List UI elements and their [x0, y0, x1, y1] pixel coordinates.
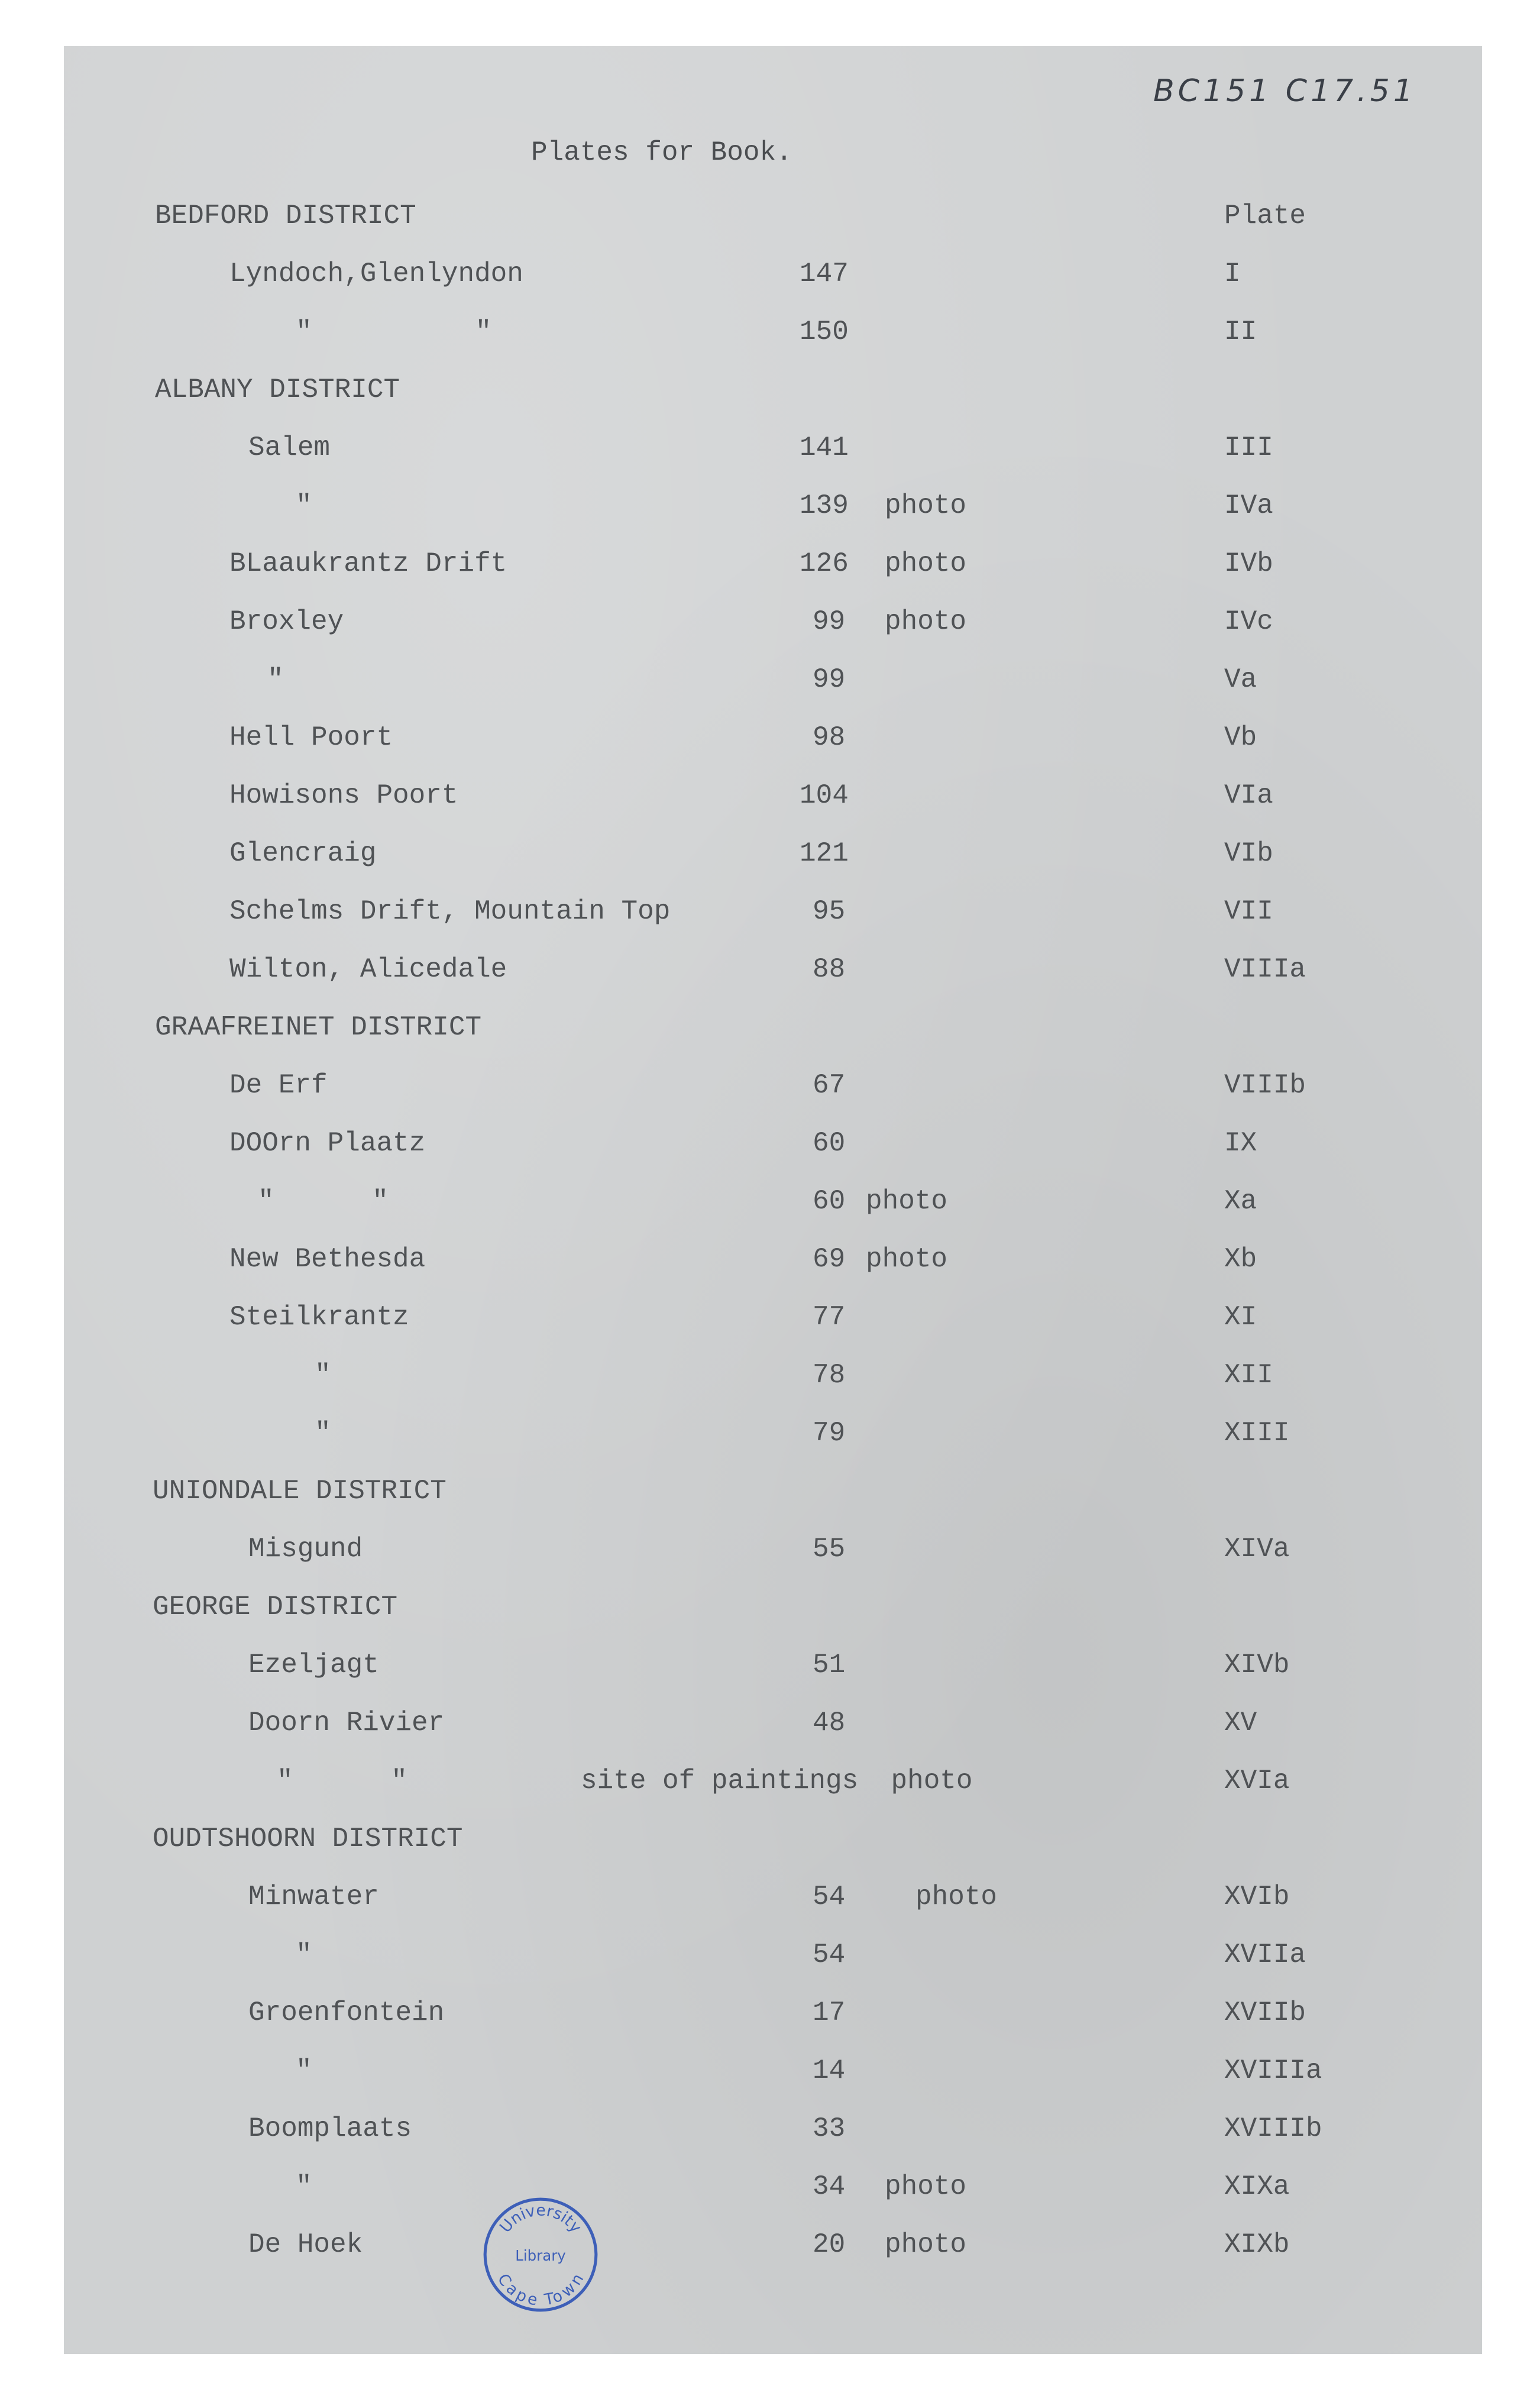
district-heading-row [0, 1580, 1540, 1634]
table-row [0, 1638, 1540, 1692]
photo-note: photo [866, 1244, 948, 1275]
plate-column-header: Plate [1224, 201, 1306, 231]
district-heading: OUDTSHOORN DISTRICT [153, 1824, 463, 1854]
site-number: 77 [813, 1302, 846, 1333]
plate-number: IX [1224, 1128, 1257, 1159]
site-name: Groenfontein [248, 1997, 445, 2028]
site-name: De Erf [229, 1070, 328, 1101]
table-row [0, 595, 1540, 648]
table-row [0, 2160, 1540, 2213]
district-heading-row [0, 1812, 1540, 1865]
plate-number: VIIIa [1224, 954, 1306, 985]
photo-note: photo [885, 2171, 967, 2202]
site-name: Howisons Poort [229, 780, 458, 811]
site-name: Doorn Rivier [248, 1708, 445, 1738]
district-heading: GEORGE DISTRICT [153, 1592, 398, 1622]
district-heading: ALBANY DISTRICT [155, 374, 400, 405]
site-number: 55 [813, 1534, 846, 1564]
table-row [0, 943, 1540, 996]
plate-number: XIVa [1224, 1534, 1290, 1564]
site-number: 17 [813, 1997, 846, 2028]
table-row [0, 247, 1540, 300]
plate-number: IVb [1224, 548, 1273, 579]
table-row [0, 1696, 1540, 1750]
table-row [0, 1986, 1540, 2039]
plate-number: VIIIb [1224, 1070, 1306, 1101]
table-row [0, 537, 1540, 590]
site-name: De Hoek [248, 2229, 363, 2260]
plate-number: XVIIIa [1224, 2055, 1322, 2086]
site-name: Misgund [248, 1534, 363, 1564]
photo-note: photo [885, 548, 967, 579]
table-row [0, 479, 1540, 532]
photo-note: photo [885, 2229, 967, 2260]
site-number: 54 [813, 1881, 846, 1912]
table-row [0, 769, 1540, 822]
site-name: Ezeljagt [248, 1650, 379, 1680]
stamp-text-bottom: Cape Town [493, 2270, 588, 2310]
site-number: 150 [800, 316, 849, 347]
table-row [0, 305, 1540, 358]
district-heading-row [0, 363, 1540, 416]
site-name: " " [277, 1766, 407, 1796]
plate-number: VIa [1224, 780, 1273, 811]
plate-number: XVIIb [1224, 1997, 1306, 2028]
site-number: 88 [813, 954, 846, 985]
table-row [0, 1928, 1540, 1981]
district-heading-row [0, 1001, 1540, 1054]
plate-number: XI [1224, 1302, 1257, 1333]
site-number: 34 [813, 2171, 846, 2202]
district-heading: UNIONDALE DISTRICT [153, 1476, 447, 1506]
photo-note: photo [885, 490, 967, 521]
site-name: Minwater [248, 1881, 379, 1912]
site-name: New Bethesda [229, 1244, 426, 1275]
table-row [0, 1870, 1540, 1923]
table-row [0, 1233, 1540, 1286]
site-number: 121 [800, 838, 849, 869]
table-row [0, 711, 1540, 764]
site-name: " " [258, 1186, 389, 1217]
site-name: Schelms Drift, Mountain Top [229, 896, 671, 927]
plate-number: XVIa [1224, 1766, 1290, 1796]
site-name: Wilton, Alicedale [229, 954, 507, 985]
table-row [0, 1291, 1540, 1344]
site-name: " [296, 490, 312, 521]
site-name: Lyndoch,Glenlyndon [229, 258, 523, 289]
plate-number: XVIIa [1224, 1939, 1306, 1970]
site-name: Boomplaats [248, 2113, 412, 2144]
site-number: 54 [813, 1939, 846, 1970]
plate-number: Va [1224, 664, 1257, 695]
plate-number: III [1224, 432, 1273, 463]
site-number: 20 [813, 2229, 846, 2260]
site-number: 51 [813, 1650, 846, 1680]
site-number: 99 [813, 606, 846, 637]
site-name: Broxley [229, 606, 344, 637]
district-heading-row [0, 189, 1540, 243]
plate-number: Vb [1224, 722, 1257, 753]
table-row [0, 1407, 1540, 1460]
site-number: 48 [813, 1708, 846, 1738]
table-row [0, 1349, 1540, 1402]
plate-number: VIb [1224, 838, 1273, 869]
plate-number: IVa [1224, 490, 1273, 521]
site-number: 69 [813, 1244, 846, 1275]
site-number: 141 [800, 432, 849, 463]
site-name: Salem [248, 432, 331, 463]
site-number: 78 [813, 1360, 846, 1391]
site-number: 99 [813, 664, 846, 695]
library-stamp [480, 2194, 601, 2315]
plate-number: XIII [1224, 1418, 1290, 1449]
stamp-text-middle: Library [515, 2247, 566, 2265]
plate-number: II [1224, 316, 1257, 347]
table-row [0, 1059, 1540, 1112]
site-name: " " [296, 316, 492, 347]
plate-number: XVIb [1224, 1881, 1290, 1912]
site-number: 95 [813, 896, 846, 927]
plate-number: Xa [1224, 1186, 1257, 1217]
site-name: Hell Poort [229, 722, 393, 753]
plate-number: XVIIIb [1224, 2113, 1322, 2144]
table-row [0, 827, 1540, 880]
site-name: " [315, 1360, 331, 1391]
photo-note: photo [885, 606, 967, 637]
site-name: BLaaukrantz Drift [229, 548, 507, 579]
district-heading: GRAAFREINET DISTRICT [155, 1012, 482, 1043]
site-name: " [296, 2171, 312, 2202]
table-row [0, 885, 1540, 938]
plate-number: IVc [1224, 606, 1273, 637]
photo-note: photo [915, 1881, 998, 1912]
table-row [0, 2218, 1540, 2271]
site-number: 139 [800, 490, 849, 521]
site-number: 98 [813, 722, 846, 753]
site-name: Glencraig [229, 838, 377, 869]
plate-number: I [1224, 258, 1241, 289]
table-row [0, 1754, 1540, 1808]
table-row [0, 653, 1540, 706]
table-row [0, 1117, 1540, 1170]
site-number: 60 [813, 1186, 846, 1217]
site-number: 104 [800, 780, 849, 811]
district-heading-row [0, 1464, 1540, 1518]
table-row [0, 1175, 1540, 1228]
site-number: 33 [813, 2113, 846, 2144]
site-number: 60 [813, 1128, 846, 1159]
site-name: " [315, 1418, 331, 1449]
site-number: 14 [813, 2055, 846, 2086]
plate-number: XIXa [1224, 2171, 1290, 2202]
plate-number: XII [1224, 1360, 1273, 1391]
site-name: " [267, 664, 284, 695]
site-number: 67 [813, 1070, 846, 1101]
stamp-text-top: University [496, 2201, 585, 2236]
plate-number: VII [1224, 896, 1273, 927]
table-row [0, 1522, 1540, 1576]
site-name: Steilkrantz [229, 1302, 409, 1333]
site-name: " [296, 1939, 312, 1970]
district-heading: BEDFORD DISTRICT [155, 201, 416, 231]
plate-number: XV [1224, 1708, 1257, 1738]
plate-number: XIVb [1224, 1650, 1290, 1680]
table-row [0, 2102, 1540, 2155]
photo-note: photo [866, 1186, 948, 1217]
site-note: site of paintings photo [581, 1766, 973, 1796]
site-name: " [296, 2055, 312, 2086]
plate-number: XIXb [1224, 2229, 1290, 2260]
page-title: Plates for Book. [531, 137, 792, 168]
site-number: 147 [800, 258, 849, 289]
site-name: DOOrn Plaatz [229, 1128, 426, 1159]
site-number: 79 [813, 1418, 846, 1449]
plate-number: Xb [1224, 1244, 1257, 1275]
table-row [0, 2044, 1540, 2097]
table-row [0, 421, 1540, 474]
archive-reference: BC151 C17.51 [1153, 73, 1416, 109]
site-number: 126 [800, 548, 849, 579]
